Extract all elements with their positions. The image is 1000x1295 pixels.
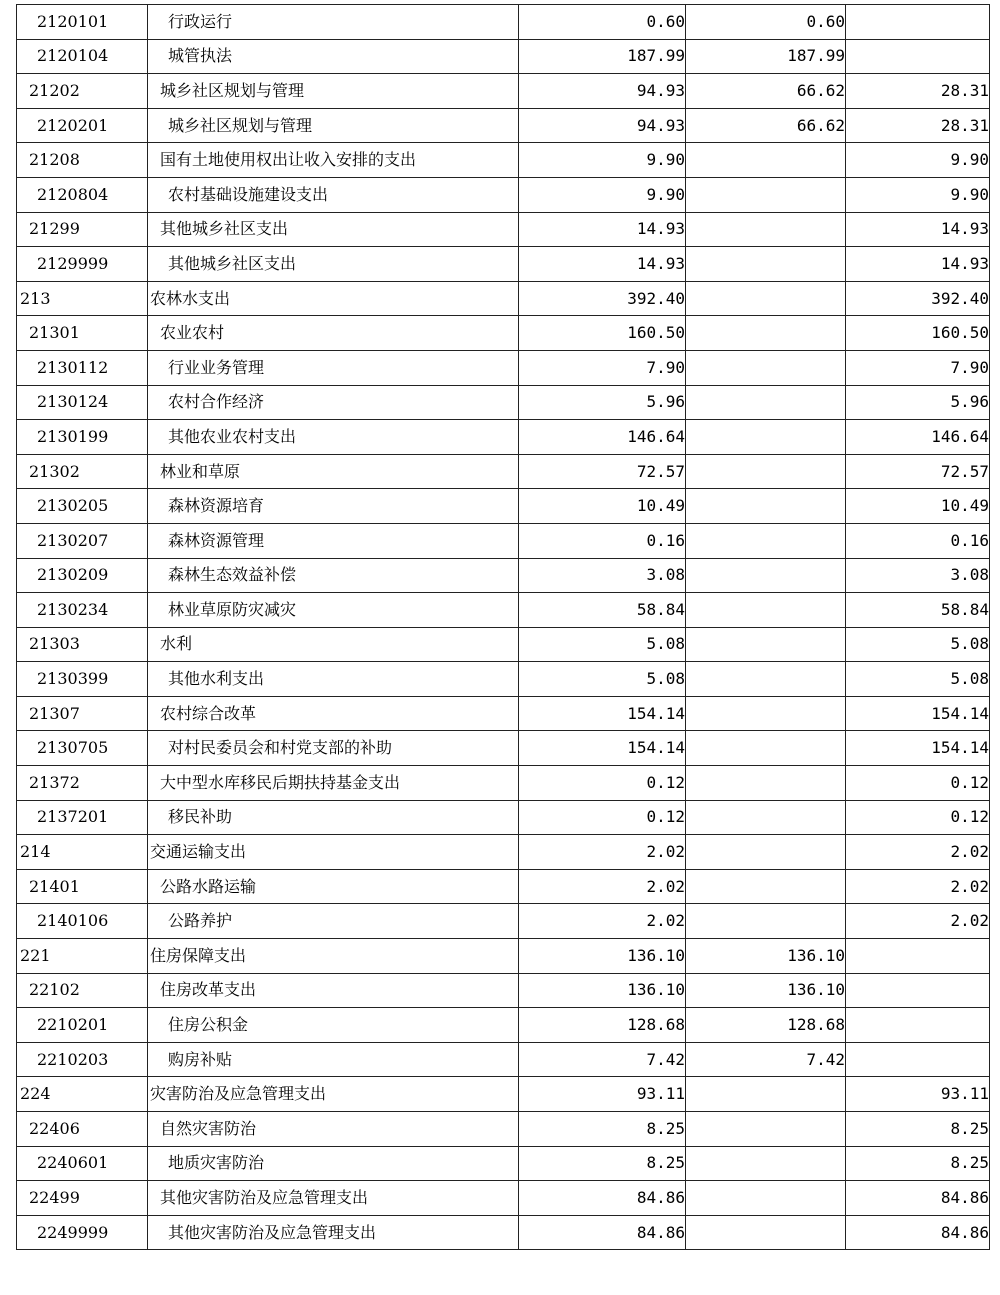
cell-basic	[686, 177, 846, 212]
cell-name: 住房公积金	[148, 1008, 519, 1043]
cell-code: 2210201	[17, 1008, 148, 1043]
table-row	[17, 281, 990, 316]
cell-project	[846, 1042, 990, 1077]
cell-total: 58.84	[519, 593, 686, 628]
table-row	[17, 177, 990, 212]
cell-project: 58.84	[846, 593, 990, 628]
cell-code: 21307	[17, 696, 148, 731]
cell-code: 2130112	[17, 350, 148, 385]
cell-total: 187.99	[519, 39, 686, 74]
cell-project: 28.31	[846, 108, 990, 143]
cell-project: 14.93	[846, 212, 990, 247]
cell-basic: 7.42	[686, 1042, 846, 1077]
cell-code: 21303	[17, 627, 148, 662]
table-row	[17, 247, 990, 282]
table-row	[17, 1042, 990, 1077]
table-row	[17, 1112, 990, 1147]
table-row	[17, 766, 990, 801]
cell-basic	[686, 558, 846, 593]
cell-total: 9.90	[519, 143, 686, 178]
cell-project: 8.25	[846, 1146, 990, 1181]
cell-project: 5.08	[846, 627, 990, 662]
cell-code: 2210203	[17, 1042, 148, 1077]
cell-basic	[686, 454, 846, 489]
cell-total: 160.50	[519, 316, 686, 351]
cell-project: 154.14	[846, 696, 990, 731]
cell-code: 2130399	[17, 662, 148, 697]
cell-code: 213	[17, 281, 148, 316]
cell-name: 农业农村	[148, 316, 519, 351]
table-row	[17, 904, 990, 939]
cell-total: 2.02	[519, 869, 686, 904]
cell-total: 154.14	[519, 731, 686, 766]
cell-total: 14.93	[519, 212, 686, 247]
cell-project: 93.11	[846, 1077, 990, 1112]
cell-name: 农村基础设施建设支出	[148, 177, 519, 212]
cell-name: 公路养护	[148, 904, 519, 939]
cell-code: 2130124	[17, 385, 148, 420]
cell-project	[846, 1008, 990, 1043]
table-row	[17, 523, 990, 558]
cell-name: 农村合作经济	[148, 385, 519, 420]
cell-total: 84.86	[519, 1215, 686, 1250]
cell-name: 国有土地使用权出让收入安排的支出	[148, 143, 519, 178]
cell-project: 8.25	[846, 1112, 990, 1147]
cell-code: 22102	[17, 973, 148, 1008]
cell-name: 其他灾害防治及应急管理支出	[148, 1181, 519, 1216]
cell-code: 21208	[17, 143, 148, 178]
table-row	[17, 108, 990, 143]
cell-total: 5.96	[519, 385, 686, 420]
cell-basic: 136.10	[686, 939, 846, 974]
cell-project: 146.64	[846, 420, 990, 455]
cell-project: 7.90	[846, 350, 990, 385]
cell-project: 0.12	[846, 800, 990, 835]
cell-basic	[686, 1146, 846, 1181]
cell-code: 2130705	[17, 731, 148, 766]
cell-total: 136.10	[519, 939, 686, 974]
cell-project: 154.14	[846, 731, 990, 766]
table-row	[17, 869, 990, 904]
cell-name: 行业业务管理	[148, 350, 519, 385]
budget-table	[16, 4, 990, 1250]
cell-basic	[686, 212, 846, 247]
cell-total: 5.08	[519, 662, 686, 697]
table-row	[17, 1008, 990, 1043]
cell-code: 2130234	[17, 593, 148, 628]
table-row	[17, 800, 990, 835]
cell-code: 21202	[17, 74, 148, 109]
table-row	[17, 731, 990, 766]
cell-project: 392.40	[846, 281, 990, 316]
table-row	[17, 489, 990, 524]
cell-total: 8.25	[519, 1146, 686, 1181]
cell-project: 2.02	[846, 904, 990, 939]
cell-project	[846, 973, 990, 1008]
cell-basic	[686, 350, 846, 385]
cell-project: 0.12	[846, 766, 990, 801]
cell-basic	[686, 766, 846, 801]
cell-project	[846, 39, 990, 74]
cell-project: 84.86	[846, 1181, 990, 1216]
cell-total: 7.90	[519, 350, 686, 385]
cell-name: 其他灾害防治及应急管理支出	[148, 1215, 519, 1250]
table-row	[17, 662, 990, 697]
budget-table-body	[17, 5, 990, 1250]
cell-project: 3.08	[846, 558, 990, 593]
cell-code: 2137201	[17, 800, 148, 835]
table-row	[17, 420, 990, 455]
cell-code: 221	[17, 939, 148, 974]
cell-name: 住房改革支出	[148, 973, 519, 1008]
cell-name: 交通运输支出	[148, 835, 519, 870]
cell-name: 林业和草原	[148, 454, 519, 489]
table-row	[17, 350, 990, 385]
cell-project: 0.16	[846, 523, 990, 558]
cell-name: 水利	[148, 627, 519, 662]
cell-basic: 66.62	[686, 108, 846, 143]
cell-basic	[686, 1077, 846, 1112]
cell-name: 其他农业农村支出	[148, 420, 519, 455]
cell-basic	[686, 869, 846, 904]
cell-code: 21302	[17, 454, 148, 489]
cell-basic	[686, 523, 846, 558]
cell-name: 地质灾害防治	[148, 1146, 519, 1181]
cell-code: 2130207	[17, 523, 148, 558]
cell-project: 9.90	[846, 143, 990, 178]
cell-code: 214	[17, 835, 148, 870]
cell-total: 146.64	[519, 420, 686, 455]
cell-basic	[686, 1112, 846, 1147]
cell-basic	[686, 731, 846, 766]
cell-basic	[686, 385, 846, 420]
cell-total: 8.25	[519, 1112, 686, 1147]
cell-name: 住房保障支出	[148, 939, 519, 974]
cell-code: 2240601	[17, 1146, 148, 1181]
cell-name: 森林资源管理	[148, 523, 519, 558]
table-row	[17, 1146, 990, 1181]
cell-project: 9.90	[846, 177, 990, 212]
cell-total: 0.60	[519, 5, 686, 40]
cell-basic: 187.99	[686, 39, 846, 74]
cell-basic	[686, 904, 846, 939]
cell-name: 城管执法	[148, 39, 519, 74]
cell-total: 2.02	[519, 835, 686, 870]
cell-project: 84.86	[846, 1215, 990, 1250]
table-row	[17, 939, 990, 974]
cell-basic: 136.10	[686, 973, 846, 1008]
cell-code: 2249999	[17, 1215, 148, 1250]
cell-total: 136.10	[519, 973, 686, 1008]
cell-basic	[686, 247, 846, 282]
table-row	[17, 5, 990, 40]
cell-total: 2.02	[519, 904, 686, 939]
cell-name: 自然灾害防治	[148, 1112, 519, 1147]
cell-name: 林业草原防灾减灾	[148, 593, 519, 628]
table-row	[17, 212, 990, 247]
table-row	[17, 385, 990, 420]
table-row	[17, 74, 990, 109]
cell-name: 对村民委员会和村党支部的补助	[148, 731, 519, 766]
cell-total: 0.16	[519, 523, 686, 558]
cell-basic	[686, 800, 846, 835]
table-row	[17, 143, 990, 178]
cell-code: 21401	[17, 869, 148, 904]
cell-basic	[686, 627, 846, 662]
cell-basic	[686, 593, 846, 628]
cell-name: 农林水支出	[148, 281, 519, 316]
table-row	[17, 39, 990, 74]
table-row	[17, 454, 990, 489]
cell-basic	[686, 696, 846, 731]
table-row	[17, 835, 990, 870]
cell-code: 2120804	[17, 177, 148, 212]
cell-name: 城乡社区规划与管理	[148, 108, 519, 143]
cell-total: 94.93	[519, 108, 686, 143]
table-row	[17, 1077, 990, 1112]
cell-name: 灾害防治及应急管理支出	[148, 1077, 519, 1112]
cell-name: 森林生态效益补偿	[148, 558, 519, 593]
cell-project: 5.96	[846, 385, 990, 420]
cell-total: 0.12	[519, 766, 686, 801]
cell-total: 5.08	[519, 627, 686, 662]
table-row	[17, 1215, 990, 1250]
cell-name: 农村综合改革	[148, 696, 519, 731]
cell-basic	[686, 281, 846, 316]
table-row	[17, 696, 990, 731]
cell-code: 21299	[17, 212, 148, 247]
cell-basic	[686, 420, 846, 455]
cell-project: 10.49	[846, 489, 990, 524]
cell-code: 2130205	[17, 489, 148, 524]
cell-code: 2120101	[17, 5, 148, 40]
cell-project: 72.57	[846, 454, 990, 489]
cell-project: 5.08	[846, 662, 990, 697]
cell-code: 2129999	[17, 247, 148, 282]
table-row	[17, 558, 990, 593]
cell-name: 公路水路运输	[148, 869, 519, 904]
cell-basic: 66.62	[686, 74, 846, 109]
cell-basic	[686, 143, 846, 178]
cell-total: 128.68	[519, 1008, 686, 1043]
cell-total: 14.93	[519, 247, 686, 282]
cell-total: 0.12	[519, 800, 686, 835]
cell-basic	[686, 662, 846, 697]
cell-name: 行政运行	[148, 5, 519, 40]
cell-name: 其他城乡社区支出	[148, 212, 519, 247]
cell-basic	[686, 316, 846, 351]
cell-name: 森林资源培育	[148, 489, 519, 524]
cell-project	[846, 939, 990, 974]
cell-basic	[686, 1181, 846, 1216]
cell-project: 14.93	[846, 247, 990, 282]
cell-name: 购房补贴	[148, 1042, 519, 1077]
cell-name: 其他水利支出	[148, 662, 519, 697]
cell-total: 9.90	[519, 177, 686, 212]
cell-total: 7.42	[519, 1042, 686, 1077]
cell-name: 其他城乡社区支出	[148, 247, 519, 282]
table-row	[17, 1181, 990, 1216]
cell-basic	[686, 489, 846, 524]
cell-basic: 0.60	[686, 5, 846, 40]
cell-code: 2130209	[17, 558, 148, 593]
cell-total: 93.11	[519, 1077, 686, 1112]
cell-project	[846, 5, 990, 40]
cell-project: 2.02	[846, 869, 990, 904]
table-row	[17, 973, 990, 1008]
cell-code: 2140106	[17, 904, 148, 939]
cell-basic: 128.68	[686, 1008, 846, 1043]
cell-total: 84.86	[519, 1181, 686, 1216]
table-row	[17, 316, 990, 351]
cell-code: 21372	[17, 766, 148, 801]
cell-code: 21301	[17, 316, 148, 351]
cell-total: 392.40	[519, 281, 686, 316]
cell-total: 3.08	[519, 558, 686, 593]
cell-code: 22499	[17, 1181, 148, 1216]
cell-project: 2.02	[846, 835, 990, 870]
table-row	[17, 627, 990, 662]
cell-code: 2120104	[17, 39, 148, 74]
cell-total: 154.14	[519, 696, 686, 731]
cell-basic	[686, 1215, 846, 1250]
cell-total: 10.49	[519, 489, 686, 524]
cell-project: 160.50	[846, 316, 990, 351]
cell-name: 移民补助	[148, 800, 519, 835]
cell-code: 2120201	[17, 108, 148, 143]
cell-total: 94.93	[519, 74, 686, 109]
cell-basic	[686, 835, 846, 870]
cell-project: 28.31	[846, 74, 990, 109]
cell-name: 城乡社区规划与管理	[148, 74, 519, 109]
cell-name: 大中型水库移民后期扶持基金支出	[148, 766, 519, 801]
cell-code: 22406	[17, 1112, 148, 1147]
cell-code: 2130199	[17, 420, 148, 455]
cell-code: 224	[17, 1077, 148, 1112]
cell-total: 72.57	[519, 454, 686, 489]
table-row	[17, 593, 990, 628]
